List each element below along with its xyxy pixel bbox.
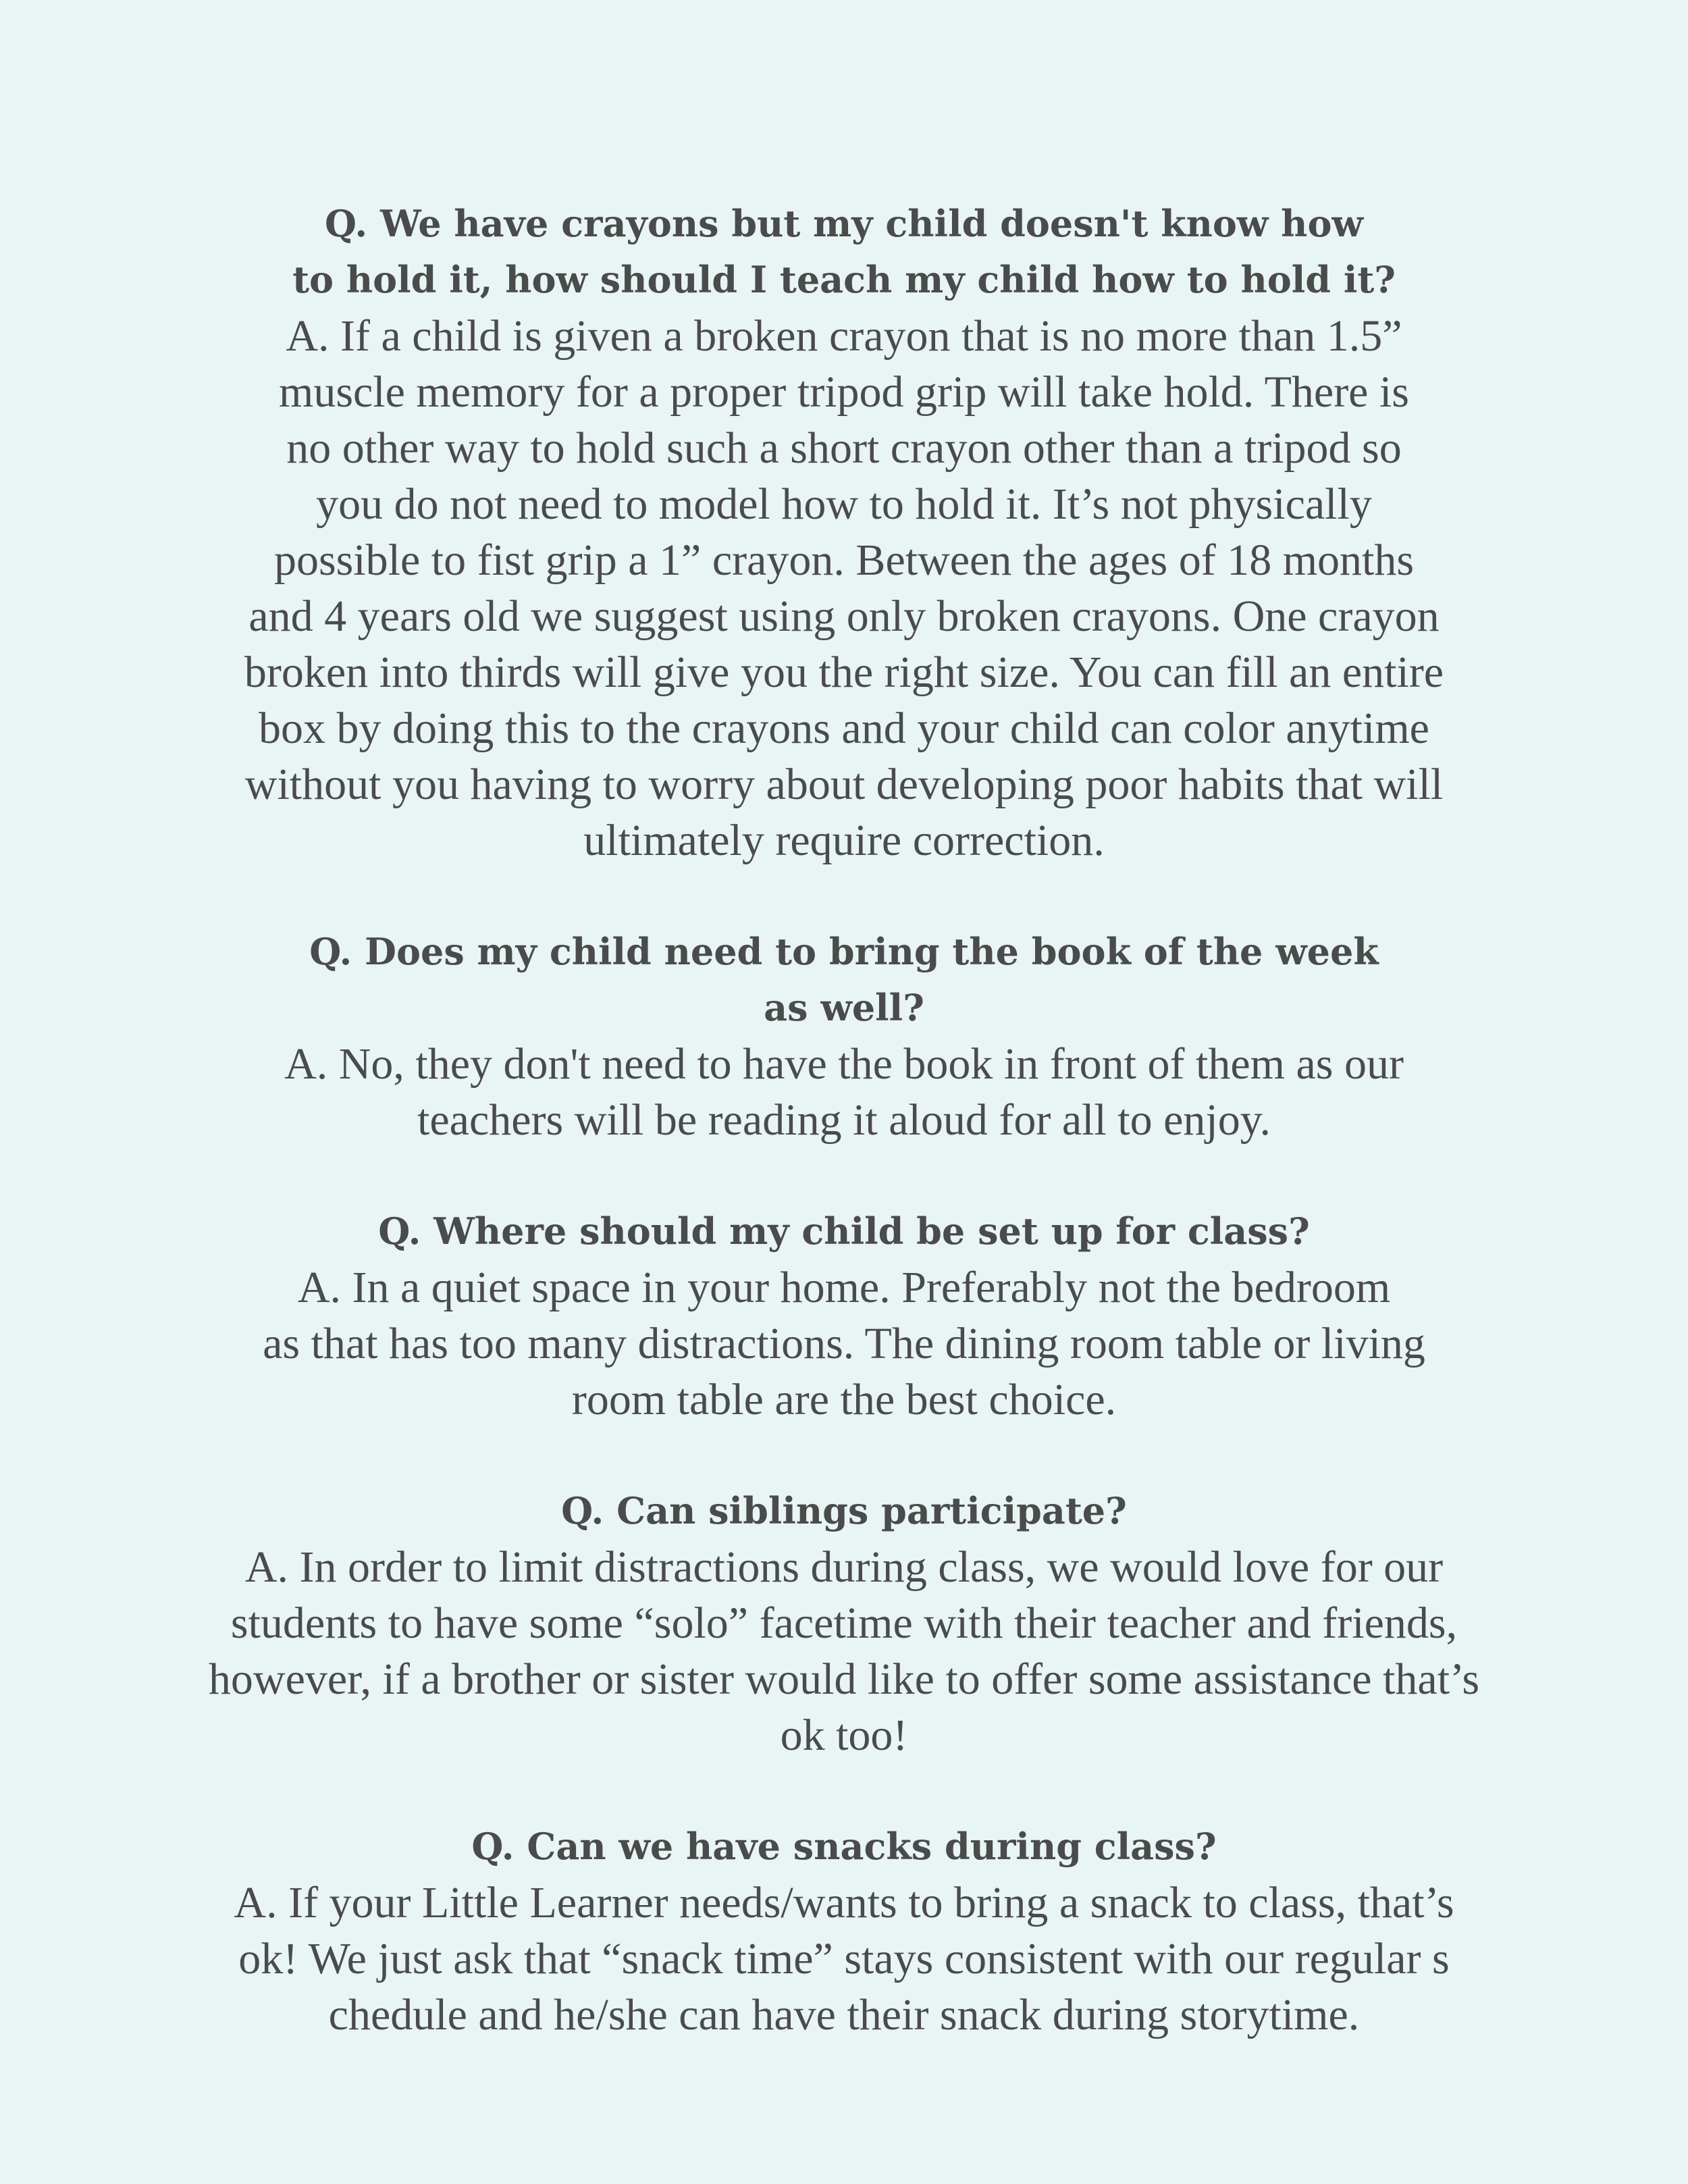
question-line: Q. Can siblings participate? — [561, 1489, 1127, 1532]
faq-item-class-setup — [0, 1203, 1688, 1428]
answer-line: A. If a child is given a broken crayon that is no more than 1.5” — [286, 311, 1402, 361]
faq-item-crayon-grip — [0, 196, 1688, 868]
answer-line: muscle memory for a proper tripod grip will take hold. There is — [278, 367, 1409, 417]
faq-question — [0, 1819, 1688, 1875]
faq-item-book-of-week — [0, 924, 1688, 1148]
faq-answer — [0, 1875, 1688, 2043]
question-line: Q. Where should my child be set up for class? — [378, 1210, 1310, 1253]
faq-question — [0, 1203, 1688, 1259]
answer-line: ok! We just ask that “snack time” stays consistent with our regular s — [238, 1934, 1450, 1983]
answer-line: as that has too many distractions. The dining room table or living — [263, 1319, 1425, 1368]
answer-line: ok too! — [780, 1711, 908, 1760]
question-line: as well? — [764, 986, 924, 1029]
answer-line: and 4 years old we suggest using only broken crayons. One crayon — [248, 592, 1440, 641]
faq-item-siblings — [0, 1483, 1688, 1763]
question-line: Q. Does my child need to bring the book of the week — [309, 930, 1379, 973]
answer-line: chedule and he/she can have their snack during storytime. — [328, 1990, 1360, 2039]
faq-answer — [0, 1036, 1688, 1148]
faq-item-snacks — [0, 1819, 1688, 2043]
answer-line: you do not need to model how to hold it. It’s not physically — [316, 479, 1372, 529]
answer-line: ultimately require correction. — [583, 816, 1105, 865]
faq-answer — [0, 308, 1688, 868]
answer-line: A. If your Little Learner needs/wants to bring a snack to class, that’s — [234, 1878, 1454, 1927]
answer-line: room table are the best choice. — [571, 1375, 1117, 1424]
question-line: Q. Can we have snacks during class? — [471, 1825, 1217, 1868]
question-line: to hold it, how should I teach my child how to hold it? — [292, 258, 1396, 301]
question-line: Q. We have crayons but my child doesn't know how — [325, 202, 1363, 245]
answer-line: broken into thirds will give you the right size. You can fill an entire — [244, 648, 1444, 697]
answer-line: A. In order to limit distractions during class, we would love for our — [244, 1542, 1444, 1592]
faq-question — [0, 1483, 1688, 1539]
answer-line: teachers will be reading it aloud for all to enjoy. — [417, 1095, 1271, 1145]
answer-line: possible to fist grip a 1” crayon. Between the ages of 18 months — [273, 536, 1415, 585]
answer-line: box by doing this to the crayons and your child can color anytime — [259, 704, 1429, 753]
answer-line: no other way to hold such a short crayon other than a tripod so — [286, 423, 1402, 473]
answer-line: A. In a quiet space in your home. Preferably not the bedroom — [297, 1263, 1391, 1312]
faq-answer — [0, 1259, 1688, 1428]
faq-question — [0, 196, 1688, 308]
faq-question — [0, 924, 1688, 1036]
faq-answer — [0, 1539, 1688, 1763]
answer-line: A. No, they don't need to have the book in front of them as our — [284, 1039, 1404, 1089]
answer-line: without you having to worry about developing poor habits that will — [244, 760, 1444, 809]
answer-line: however, if a brother or sister would like to offer some assistance that’s — [208, 1655, 1480, 1704]
answer-line: students to have some “solo” facetime with their teacher and friends, — [230, 1598, 1458, 1648]
